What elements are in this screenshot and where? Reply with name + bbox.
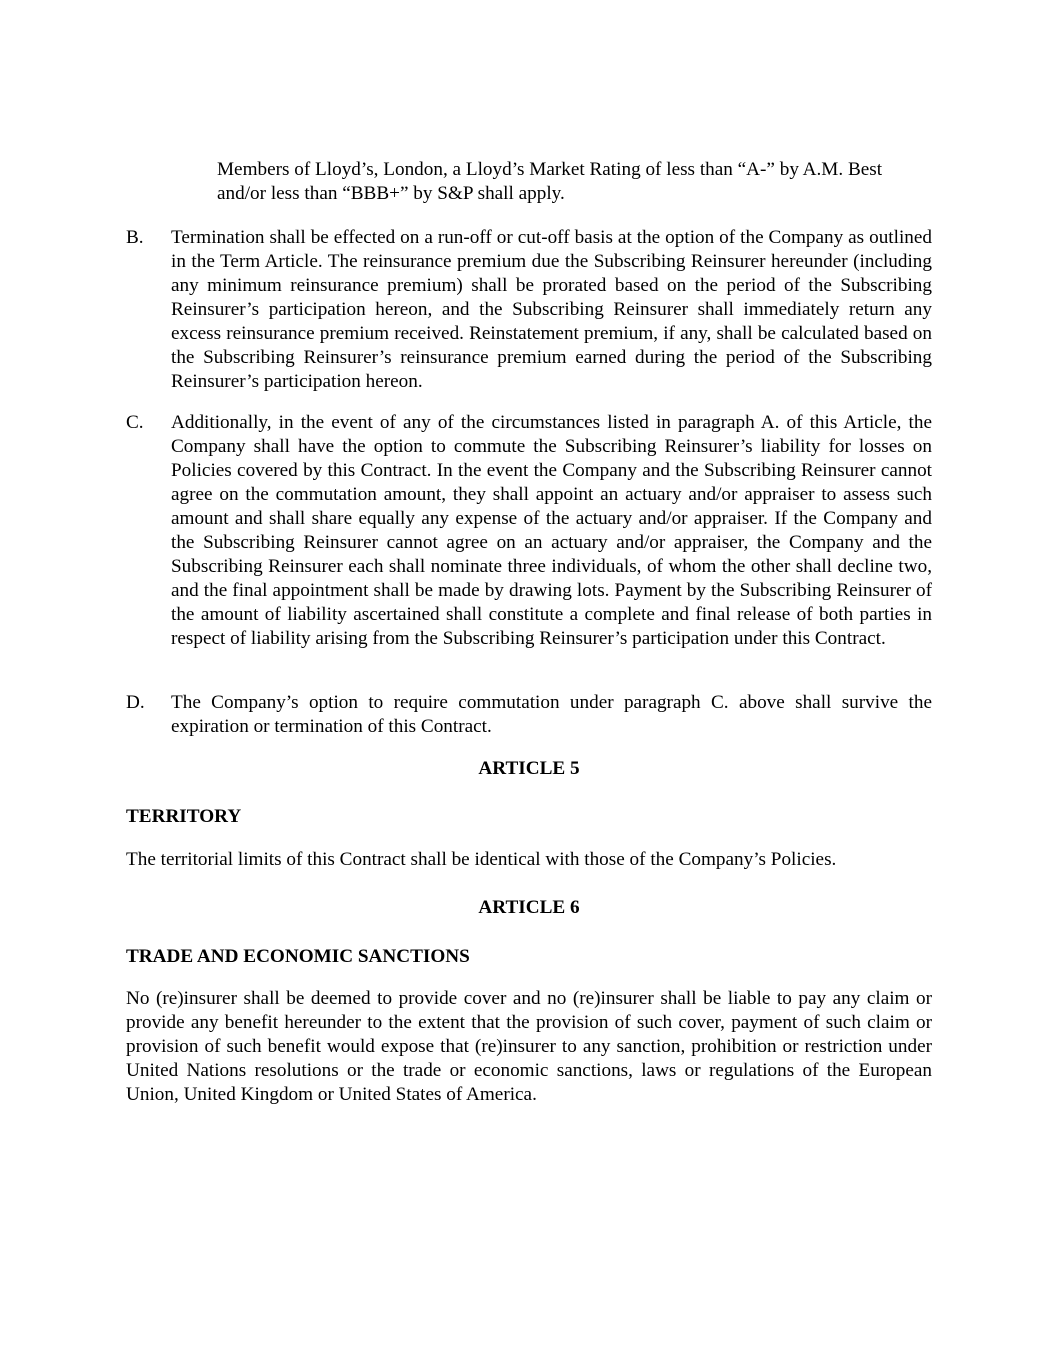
article-5-body: The territorial limits of this Contract shall be identical with those of the Company’s Policies. xyxy=(126,849,837,870)
paragraph-c-letter: C. xyxy=(126,412,144,433)
paragraph-d-text: The Company’s option to require commutation under paragraph C. above shall survive the expiration or termination of this Contract. xyxy=(171,692,932,737)
article-5-title: TERRITORY xyxy=(126,806,242,827)
paragraph-c xyxy=(126,411,932,651)
article-6-number: ARTICLE 6 xyxy=(478,897,580,918)
article-5-number: ARTICLE 5 xyxy=(478,758,580,779)
article-6-title: TRADE AND ECONOMIC SANCTIONS xyxy=(126,946,470,967)
paragraph-b-text: Termination shall be effected on a run-off or cut-off basis at the option of the Company as outlined in the Term Article. The reinsurance premium due the Subscribing Reinsurer hereunder (including any minimum reinsurance premium) shall be prorated based on the period of the Subscribing Reinsurer’s participation hereon, and the Subscribing Reinsurer shall immediately return any excess reinsurance premium received. Reinstatement premium, if any, shall be calculated based on the Subscribing Reinsurer’s reinsurance premium earned during the period of the Subscribing Reinsurer’s participation hereon. xyxy=(171,227,932,392)
paragraph-d-letter: D. xyxy=(126,692,145,713)
paragraph-b xyxy=(126,226,932,394)
paragraph-c-text: Additionally, in the event of any of the circumstances listed in paragraph A. of this Article, the Company shall have the option to commute the Subscribing Reinsurer’s liability for losses on Policies covered by this Contract. In the event the Company and the Subscribing Reinsurer cannot agree on the commutation amount, they shall appoint an actuary and/or appraiser to assess such amount and shall share equally any expense of the actuary and/or appraiser. If the Company and the Subscribing Reinsurer cannot agree on an actuary and/or appraiser, the Company and the Subscribing Reinsurer each shall nominate three individuals, of whom the other shall decline two, and the final appointment shall be made by drawing lots. Payment by the Subscribing Reinsurer of the amount of liability ascertained shall constitute a complete and final release of both parties in respect of liability arising from the Subscribing Reinsurer’s participation under this Contract. xyxy=(171,412,932,649)
paragraph-b-letter: B. xyxy=(126,227,144,248)
paragraph-a-continuation: Members of Lloyd’s, London, a Lloyd’s Market Rating of less than “A-” by A.M. Best and/or less than “BBB+” by S&P shall apply. xyxy=(217,159,883,204)
article-6-body: No (re)insurer shall be deemed to provide cover and no (re)insurer shall be liable to pay any claim or provide any benefit hereunder to the extent that the provision of such cover, payment of such claim or provision of such benefit would expose that (re)insurer to any sanction, prohibition or restriction under United Nations resolutions or the trade or economic sanctions, laws or regulations of the European Union, United Kingdom or United States of America. xyxy=(126,988,932,1105)
paragraph-d xyxy=(126,691,932,739)
